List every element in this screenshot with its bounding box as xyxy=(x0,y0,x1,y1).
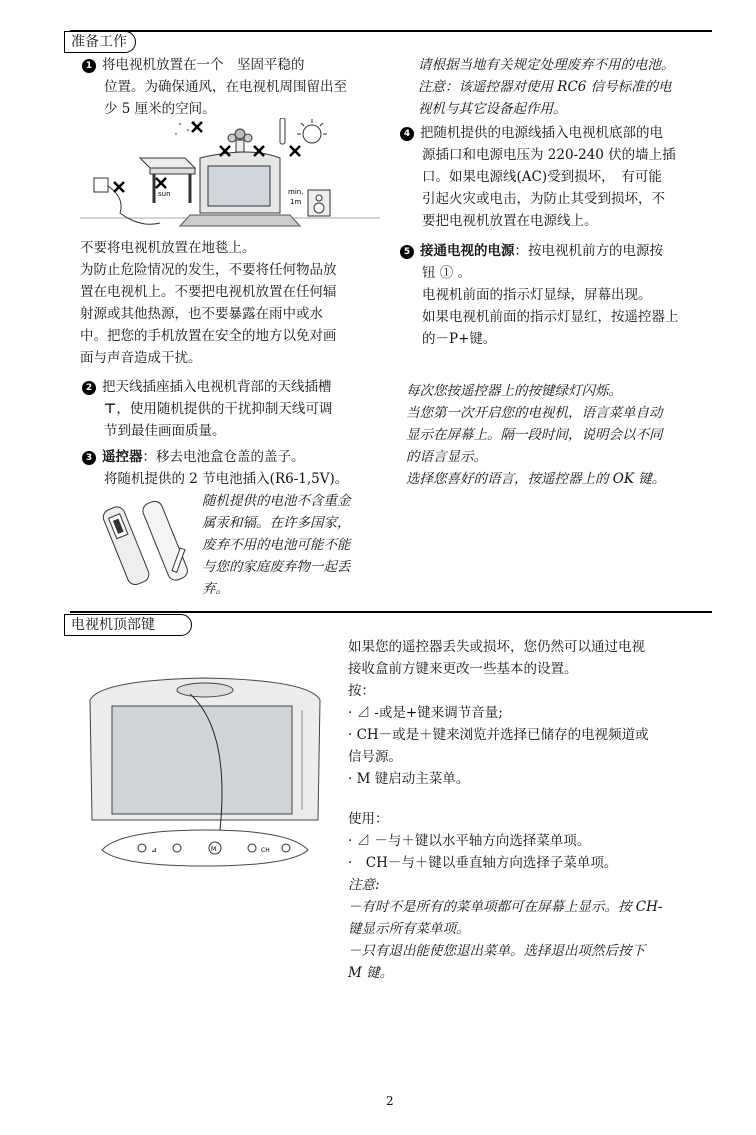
lang-line3: 显示在屏幕上。隔一段时间，说明会以不同 xyxy=(406,427,663,443)
danger-line5: 面与声音造成干扰。 xyxy=(80,350,202,366)
menu-label: M xyxy=(211,846,217,853)
control-strip xyxy=(102,830,308,866)
item3-line2: 将随机提供的 2 节电池插入(R6-1,5V)。 xyxy=(104,471,349,487)
bullet-3: 3 xyxy=(82,451,96,465)
distance-label: 1m xyxy=(290,198,302,206)
section-rule-middle xyxy=(70,611,712,613)
language-note xyxy=(406,380,716,490)
item5-line2: 钮 ① 。 xyxy=(422,265,472,281)
min-label: min. xyxy=(288,188,304,196)
item5-line3: 电视机前面的指示灯显绿，屏幕出现。 xyxy=(422,287,652,303)
battery-line4: 与您的家庭废弃物一起丢 xyxy=(202,559,351,575)
note-label: 注意: xyxy=(348,877,380,893)
note1-line1: －有时不是所有的菜单项都可在屏幕上显示。按 CH- xyxy=(348,899,663,915)
remote-battery-illustration xyxy=(100,492,200,592)
battery-line3: 废弃不用的电池可能不能 xyxy=(202,537,351,553)
volume-label: ⊿ xyxy=(151,846,157,854)
item2-line3: 节到最佳画面质量。 xyxy=(104,423,226,439)
channel-minus-button[interactable] xyxy=(248,844,256,852)
use-label: 使用： xyxy=(348,811,389,827)
danger-line1: 为防止危险情况的发生，不要将任何物品放 xyxy=(80,262,337,278)
volume-plus-button[interactable] xyxy=(173,844,181,852)
item5-rest: ：按电视机前方的电源按 xyxy=(514,243,663,259)
antenna-icon: ⊤ xyxy=(104,401,117,417)
item1-line1: 将电视机放置在一个 坚固平稳的 xyxy=(102,57,305,73)
thermometer-icon xyxy=(280,118,285,144)
danger-paragraph xyxy=(80,259,385,369)
battery-line2: 属汞和镉。在许多国家， xyxy=(202,515,351,531)
lang-line4: 的语言显示。 xyxy=(406,449,487,465)
tv-set xyxy=(180,152,300,226)
item3-title: 遥控器 xyxy=(102,449,143,465)
item1-line2: 位置。为确保通风，在电视机周围留出至 xyxy=(104,79,347,95)
item4-line4: 引起火灾或电击，为防止其受到损坏，不 xyxy=(422,191,665,207)
bullet-5: 5 xyxy=(400,245,414,259)
item1-block xyxy=(82,54,382,120)
note2-line1: －只有退出能使您退出菜单。选择退出项然后按下 xyxy=(348,943,645,959)
section-rule-top xyxy=(70,30,712,32)
item2-line2: ，使用随机提供的干扰抑制天线可调 xyxy=(116,401,333,417)
channel-bullet-line2: 信号源。 xyxy=(348,749,402,765)
danger-line4: 中。把您的手机放置在安全的地方以免对画 xyxy=(80,328,337,344)
top-keys-text xyxy=(348,636,718,984)
item5-line5: 的－P+键。 xyxy=(422,331,497,347)
sun-label: sun xyxy=(158,190,171,198)
lang-line1: 每次您按遥控器上的按键绿灯闪烁。 xyxy=(406,383,622,399)
item2-line1: 把天线插座插入电视机背部的天线插槽 xyxy=(102,379,332,395)
bullet-4: 4 xyxy=(400,127,414,141)
channel-bullet-line1: · CH－或是＋键来浏览并选择已储存的电视频道或 xyxy=(348,727,649,743)
item4-block xyxy=(400,122,715,232)
page-number: 2 xyxy=(386,1094,394,1108)
section-tag-preparation: 准备工作 xyxy=(64,31,136,53)
bullet-2: 2 xyxy=(82,381,96,395)
section-tag-top-keys: 电视机顶部键 xyxy=(64,614,192,636)
item4-line5: 要把电视机放置在电源线上。 xyxy=(422,213,598,229)
disposal-line2: 注意：该遥控器对使用 RC6 信号标准的电 xyxy=(418,79,672,95)
intro-line2: 接收盒前方键来更改一些基本的设置。 xyxy=(348,661,578,677)
item3-rest: ：移去电池盒仓盖的盖子。 xyxy=(142,449,305,465)
note1-line2: 键显示所有菜单项。 xyxy=(348,921,470,937)
bullet-1: 1 xyxy=(82,59,96,73)
item5-block xyxy=(400,240,715,350)
item4-line2: 源插口和电源电压为 220-240 伏的墙上插 xyxy=(422,147,676,163)
battery-note xyxy=(202,490,387,600)
disposal-line1: 请根据当地有关规定处理废弃不用的电池。 xyxy=(418,57,675,73)
item4-line1: 把随机提供的电源线插入电视机底部的电 xyxy=(420,125,663,141)
danger-line2: 置在电视机上。不要把电视机放置在任何辐 xyxy=(80,284,337,300)
disposal-line3: 视机与其它设备起作用。 xyxy=(418,101,567,117)
speaker-box xyxy=(308,190,330,216)
item3-block xyxy=(82,446,392,490)
tv-placement-illustration xyxy=(80,118,380,238)
battery-line1: 随机提供的电池不含重金 xyxy=(202,493,351,509)
use-horizontal: · ⊿ －与＋键以水平轴方向选择菜单项。 xyxy=(348,833,591,849)
wall-socket-icon xyxy=(94,178,108,192)
danger-line3: 射源或其他热源，也不要暴露在雨中或水 xyxy=(80,306,323,322)
item5-line4: 如果电视机前面的指示灯显红，按遥控器上 xyxy=(422,309,679,325)
item4-line3: 口。如果电源线(AC)受到损坏， 有可能 xyxy=(422,169,662,185)
press-label: 按： xyxy=(348,683,375,699)
top-keys-panel xyxy=(177,683,233,697)
menu-bullet: · M 键启动主菜单。 xyxy=(348,771,470,787)
tv-top-keys-illustration xyxy=(80,670,330,870)
remote-open-icon xyxy=(101,505,151,587)
lang-line2: 当您第一次开启您的电视机，语言菜单自动 xyxy=(406,405,663,421)
tv-body xyxy=(90,678,320,820)
use-vertical: · CH－与＋键以垂直轴方向选择子菜单项。 xyxy=(348,855,618,871)
lang-line5: 选择您喜好的语言，按遥控器上的 OK 键。 xyxy=(406,471,666,487)
item2-block xyxy=(82,376,387,442)
volume-minus-button[interactable] xyxy=(138,844,146,852)
battery-line5: 弃。 xyxy=(202,581,229,597)
item1-line3: 少 5 厘米的空间。 xyxy=(104,101,216,117)
note2-line2: M 键。 xyxy=(348,965,394,981)
channel-plus-button[interactable] xyxy=(282,844,290,852)
flower-vase xyxy=(228,129,252,152)
battery-disposal-note xyxy=(418,54,718,120)
volume-bullet: · ⊿ -或是+键来调节音量; xyxy=(348,705,503,721)
item5-title: 接通电视的电源 xyxy=(420,243,515,259)
intro-line1: 如果您的遥控器丢失或损坏，您仍然可以通过电视 xyxy=(348,639,645,655)
channel-label: CH xyxy=(261,847,270,854)
carpet-warning: 不要将电视机放置在地毯上。 xyxy=(80,240,256,256)
sun-icon xyxy=(297,119,327,143)
